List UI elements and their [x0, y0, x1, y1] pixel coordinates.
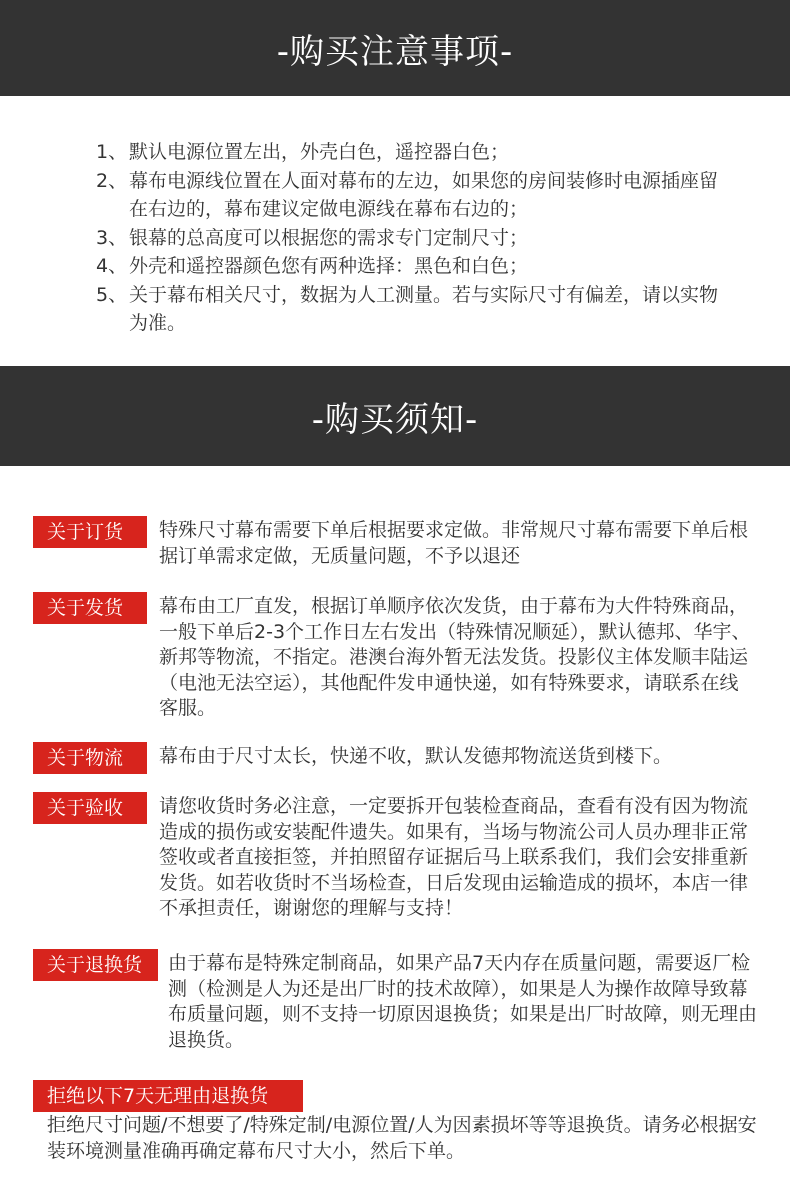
- notice-text: 外壳和遥控器颜色您有两种选择：黑色和白色；: [129, 255, 529, 277]
- notice-text: 银幕的总高度可以根据您的需求专门定制尺寸；: [129, 226, 529, 249]
- section-text-returns: 由于幕布是特殊定制商品，如果产品7天内存在质量问题，需要返厂检测（检测是人为还是出厂时的技术故障），如果是人为操作故障导致幕布质量问题，则不支持一切原因退换货；如果是出厂时故障，则无理由退换货。: [168, 952, 758, 1051]
- notice-number: 5、: [96, 283, 128, 306]
- section-tag-ordering: 关于订货: [33, 516, 147, 548]
- notice-item-2: [96, 167, 736, 224]
- notice-text: 关于幕布相关尺寸，数据为人工测量。若与实际尺寸有偏差，请以实物为准。: [129, 283, 719, 334]
- notice-item-3: [96, 224, 736, 253]
- section-text-ordering: 特殊尺寸幕布需要下单后根据要求定做。非常规尺寸幕布需要下单后根据订单需求定做，无质量问题，不予以退还: [159, 519, 749, 567]
- section-tag-shipping: 关于发货: [33, 592, 147, 624]
- notice-text: 幕布电源线位置在人面对幕布的左边，如果您的房间装修时电源插座留在右边的，幕布建议定做电源线在幕布右边的；: [129, 169, 719, 220]
- section-text-logistics: 幕布由于尺寸太长，快递不收，默认发德邦物流送货到楼下。: [159, 745, 673, 767]
- notice-number: 3、: [96, 226, 128, 249]
- section-text-refuse: 拒绝尺寸问题/不想要了/特殊定制/电源位置/人为因素损坏等等退换货。请务必根据安装环境测量准确再确定幕布尺寸大小，然后下单。: [47, 1114, 757, 1162]
- section-text-shipping: 幕布由工厂直发，根据订单顺序依次发货，由于幕布为大件特殊商品，一般下单后2-3个工作日左右发出（特殊情况顺延），默认德邦、华宇、新邦等物流，不指定。港澳台海外暂无法发货。投影仪主体发顺丰陆运（电池无法空运），其他配件发申通快递，如有特殊要求，请联系在线客服。: [159, 595, 751, 719]
- notice-item-5: [96, 281, 736, 338]
- section-tag-returns: 关于退换货: [33, 949, 158, 981]
- notice-text: 默认电源位置左出，外壳白色，遥控器白色；: [129, 141, 510, 163]
- notice-item-1: [96, 138, 736, 167]
- section-text-inspection: 请您收货时务必注意，一定要拆开包装检查商品，查看有没有因为物流造成的损伤或安装配件遗失。如果有，当场与物流公司人员办理非正常签收或者直接拒签，并拍照留存证据后马上联系我们，我们会安排重新发货。如若收货时不当场检查，日后发现由运输造成的损坏，本店一律不承担责任，谢谢您的理解与支持！: [159, 795, 749, 919]
- notice-list: [96, 138, 736, 338]
- notice-banner: [0, 0, 790, 96]
- notice-title: -购买注意事项-: [276, 31, 514, 72]
- section-tag-logistics: 关于物流: [33, 742, 147, 774]
- notice-number: 4、: [96, 255, 128, 277]
- section-tag-inspection: 关于验收: [33, 792, 147, 824]
- section-tag-refuse: 拒绝以下7天无理由退换货: [33, 1080, 303, 1112]
- purchase-banner: [0, 366, 790, 466]
- notice-number: 1、: [96, 141, 128, 163]
- notice-number: 2、: [96, 169, 128, 192]
- purchase-title: -购买须知-: [311, 399, 479, 440]
- notice-item-4: [96, 252, 736, 281]
